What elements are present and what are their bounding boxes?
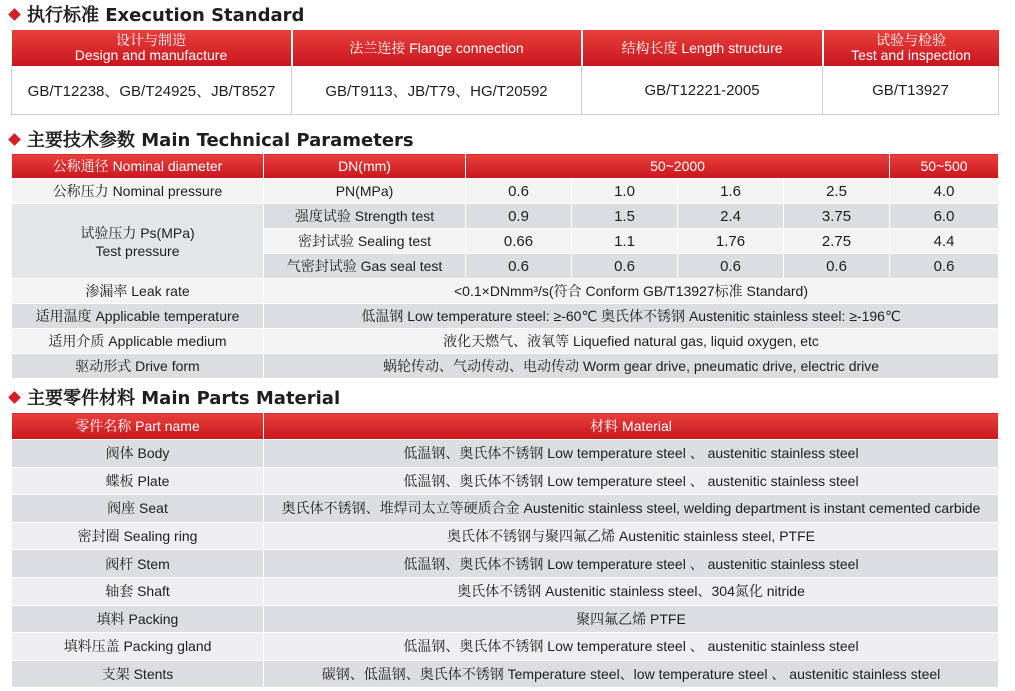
strength-test-label: 强度试验 Strength test — [264, 204, 466, 229]
header-cn: 设计与制造 — [116, 32, 186, 48]
material-header: 材料 Material — [264, 413, 999, 440]
part-material: 奥氏体不锈钢、堆焊司太立等硬质合金 Austenitic stainless steel, welding department is instant cemented carbide — [264, 495, 999, 523]
test-pressure-label-en: Test pressure — [95, 243, 180, 259]
part-name-header: 零件名称 Part name — [12, 413, 264, 440]
part-material: 碳钢、低温钢、奥氏体不锈钢 Temperature steel、low temperature steel 、 austenitic stainless steel — [264, 660, 999, 688]
temperature-value: 低温钢 Low temperature steel: ≥-60℃ 奥氏体不锈钢 Austenitic stainless steel: ≥-196℃ — [264, 304, 999, 329]
medium-value: 液化天燃气、液氧等 Liquefied natural gas, liquid oxygen, etc — [264, 329, 999, 354]
part-material: 低温钢、奥氏体不锈钢 Low temperature steel 、 austenitic stainless steel — [264, 550, 999, 578]
header-flange-connection — [292, 30, 582, 66]
nominal-diameter-unit: DN(mm) — [264, 154, 466, 179]
nominal-diameter-range-main: 50~2000 — [466, 154, 890, 179]
value-test-inspection: GB/T13927 — [823, 66, 999, 115]
test-pressure-label-cn: 试验压力 Ps(MPa) — [80, 225, 195, 241]
diamond-bullet-icon — [8, 133, 21, 146]
gas-seal-test-label: 气密封试验 Gas seal test — [264, 254, 466, 279]
pressure-value: 0.6 — [466, 179, 572, 204]
pressure-value: 1.6 — [678, 179, 784, 204]
part-name: 阀体 Body — [12, 440, 264, 468]
drive-form-value: 蜗轮传动、气动传动、电动传动 Worm gear drive, pneumatic drive, electric drive — [264, 354, 999, 379]
drive-form-label: 驱动形式 Drive form — [12, 354, 264, 379]
technical-parameters-heading — [6, 127, 414, 151]
temperature-label: 适用温度 Applicable temperature — [12, 304, 264, 329]
nominal-diameter-range-high: 50~500 — [890, 154, 999, 179]
leak-rate-value: <0.1×DNmm³/s(符合 Conform GB/T13927标准 Standard) — [264, 279, 999, 304]
part-material: 低温钢、奥氏体不锈钢 Low temperature steel 、 austenitic stainless steel — [264, 633, 999, 661]
strength-value: 3.75 — [784, 204, 890, 229]
part-material: 奥氏体不锈钢 Austenitic stainless steel、304氮化 nitride — [264, 577, 999, 605]
strength-value: 2.4 — [678, 204, 784, 229]
nominal-pressure-label: 公称压力 Nominal pressure — [12, 179, 264, 204]
gas-seal-value: 0.6 — [678, 254, 784, 279]
parts-material-title: 主要零件材料 Main Parts Material — [27, 388, 341, 409]
sealing-value: 0.66 — [466, 229, 572, 254]
sealing-value: 1.1 — [572, 229, 678, 254]
sealing-value: 2.75 — [784, 229, 890, 254]
part-material: 聚四氟乙烯 PTFE — [264, 605, 999, 633]
pressure-value: 4.0 — [890, 179, 999, 204]
part-material: 奥氏体不锈钢与聚四氟乙烯 Austenitic stainless steel, PTFE — [264, 522, 999, 550]
strength-value: 1.5 — [572, 204, 678, 229]
nominal-pressure-unit: PN(MPa) — [264, 179, 466, 204]
part-name: 填料压盖 Packing gland — [12, 633, 264, 661]
test-pressure-label — [12, 204, 264, 279]
header-cn: 试验与检验 — [876, 32, 946, 48]
nominal-diameter-label: 公称通径 Nominal diameter — [12, 154, 264, 179]
header-cn: 法兰连接 — [349, 39, 406, 56]
gas-seal-value: 0.6 — [784, 254, 890, 279]
part-name: 支架 Stents — [12, 660, 264, 688]
header-design-manufacture — [12, 30, 292, 66]
execution-standard-table — [11, 30, 999, 115]
leak-rate-label: 渗漏率 Leak rate — [12, 279, 264, 304]
part-name: 密封圈 Sealing ring — [12, 522, 264, 550]
pressure-value: 2.5 — [784, 179, 890, 204]
header-test-inspection — [823, 30, 999, 66]
diamond-bullet-icon — [8, 391, 21, 404]
header-en: Design and manufacture — [74, 47, 228, 63]
part-material: 低温钢、奥氏体不锈钢 Low temperature steel 、 austenitic stainless steel — [264, 440, 999, 468]
technical-parameters-table — [11, 153, 999, 379]
technical-parameters-title: 主要技术参数 Main Technical Parameters — [27, 130, 414, 151]
strength-value: 0.9 — [466, 204, 572, 229]
value-length-structure: GB/T12221-2005 — [582, 66, 823, 115]
diamond-bullet-icon — [8, 8, 21, 21]
parts-material-table — [11, 412, 999, 688]
part-name: 蝶板 Plate — [12, 467, 264, 495]
header-en: Length structure — [681, 39, 783, 56]
part-name: 轴套 Shaft — [12, 577, 264, 605]
header-length-structure — [582, 30, 823, 66]
part-name: 阀杆 Stem — [12, 550, 264, 578]
value-flange-connection: GB/T9113、JB/T79、HG/T20592 — [292, 66, 582, 115]
gas-seal-value: 0.6 — [890, 254, 999, 279]
execution-standard-title: 执行标准 Execution Standard — [27, 5, 305, 26]
parts-material-heading — [6, 385, 340, 409]
sealing-value: 1.76 — [678, 229, 784, 254]
execution-standard-heading — [6, 2, 304, 26]
header-cn: 结构长度 — [621, 39, 678, 56]
header-en: Test and inspection — [851, 47, 971, 63]
medium-label: 适用介质 Applicable medium — [12, 329, 264, 354]
pressure-value: 1.0 — [572, 179, 678, 204]
sealing-test-label: 密封试验 Sealing test — [264, 229, 466, 254]
part-name: 阀座 Seat — [12, 495, 264, 523]
sealing-value: 4.4 — [890, 229, 999, 254]
header-en: Flange connection — [409, 39, 524, 56]
gas-seal-value: 0.6 — [466, 254, 572, 279]
value-design-manufacture: GB/T12238、GB/T24925、JB/T8527 — [12, 66, 292, 115]
gas-seal-value: 0.6 — [572, 254, 678, 279]
part-name: 填料 Packing — [12, 605, 264, 633]
part-material: 低温钢、奥氏体不锈钢 Low temperature steel 、 austenitic stainless steel — [264, 467, 999, 495]
strength-value: 6.0 — [890, 204, 999, 229]
